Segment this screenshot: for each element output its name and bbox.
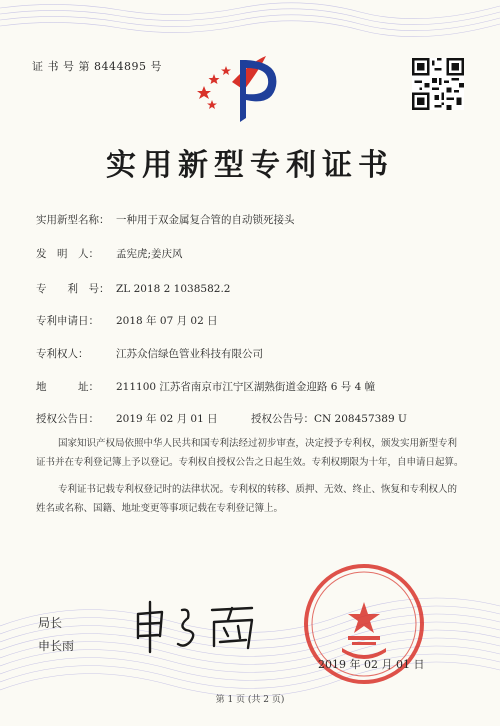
security-pattern-top — [0, 0, 500, 40]
field-value: 孟宪虎;姜庆风 — [116, 248, 183, 260]
field-label: 发 明 人： — [36, 248, 99, 260]
field-value: CN 208457389 U — [313, 413, 407, 425]
director-name: 申长雨 — [38, 639, 75, 653]
page-footer: 第 1 页 (共 2 页) — [215, 695, 285, 705]
field-label: 专利申请日： — [36, 315, 99, 327]
paragraph-grant-statement: 国家知识产权局依照中华人民共和国专利法经过初步审查，决定授予专利权，颁发实用新型专利证书并在专利登记簿上予以登记。专利权自授权公告之日起生效。专利权期限为十年，自申请日起算。 — [36, 438, 464, 468]
field-grant-date — [36, 411, 407, 426]
field-label: 授权公告日： — [36, 413, 99, 425]
field-value: ZL 2018 2 1038582.2 — [116, 283, 231, 295]
field-label: 授权公告号： — [250, 413, 314, 425]
cnipa-logo — [196, 52, 288, 128]
qr-code — [412, 58, 464, 110]
field-value: 2018 年 07 月 02 日 — [116, 315, 218, 327]
field-address — [36, 379, 375, 394]
field-value: 江苏众信绿色管业科技有限公司 — [116, 348, 263, 360]
director-title: 局长 — [38, 616, 63, 630]
paragraph-legal-status: 专利证书记载专利权登记时的法律状况。专利权的转移、质押、无效、终止、恢复和专利权人的姓名或名称、国籍、地址变更等事项记载在专利登记簿上。 — [36, 484, 458, 514]
field-label: 实用新型名称： — [36, 214, 110, 226]
field-value: 211100 江苏省南京市江宁区湖熟街道金迎路 6 号 4 幢 — [116, 381, 376, 393]
handwritten-signature — [128, 596, 268, 656]
field-value: 2019 年 02 月 01 日 — [116, 413, 218, 425]
seal-date: 2019 年 02 月 01 日 — [318, 658, 425, 671]
field-value: 一种用于双金属复合管的自动锁死接头 — [116, 214, 295, 226]
field-label: 专 利 号： — [36, 283, 110, 295]
field-inventor — [36, 246, 183, 261]
field-utility-model-name — [36, 212, 295, 227]
field-patentee — [36, 346, 263, 361]
certificate-number: 证 书 号 第 8444895 号 — [32, 60, 162, 73]
field-patent-number — [36, 281, 230, 296]
certificate-title: 实用新型专利证书 — [106, 148, 394, 183]
field-application-date — [36, 313, 218, 328]
field-label: 地 址： — [36, 381, 99, 393]
field-label: 专利权人： — [36, 348, 89, 360]
